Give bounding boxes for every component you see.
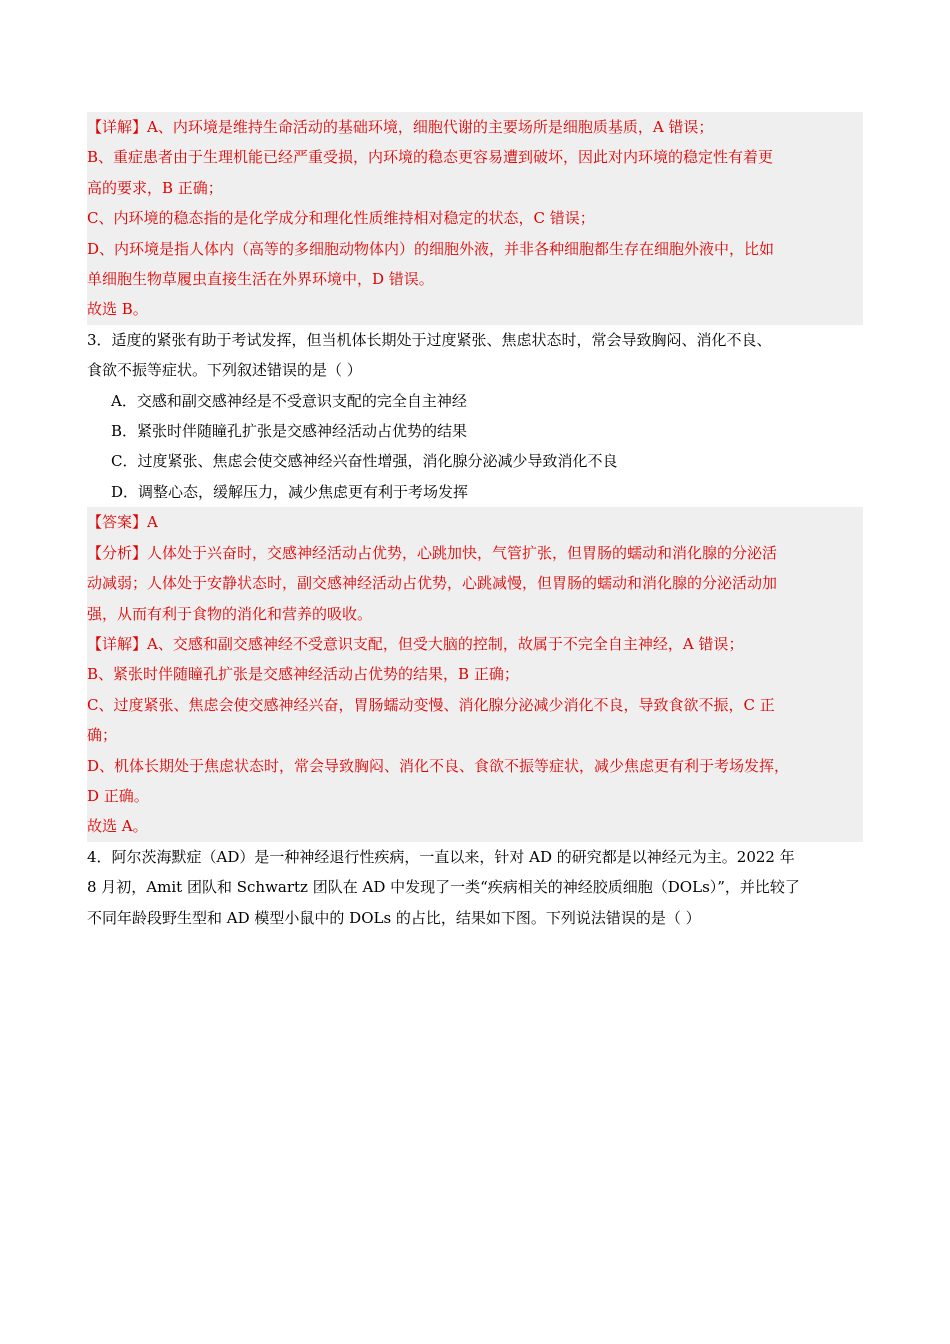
explanation-line: 确； bbox=[87, 726, 118, 745]
explanation-line: D 正确。 bbox=[87, 786, 149, 805]
explanation-line: D、内环境是指人体内（高等的多细胞动物体内）的细胞外液，并非各种细胞都生存在细胞外液中，比如 bbox=[87, 239, 775, 258]
explanation-line: 单细胞生物草履虫直接生活在外界环境中，D 错误。 bbox=[87, 270, 434, 289]
conclusion-line: 故选 B。 bbox=[87, 300, 148, 319]
question-3 bbox=[87, 325, 863, 507]
explanation-line: 高的要求，B 正确； bbox=[87, 178, 223, 197]
question-stem-line: 3．适度的紧张有助于考试发挥，但当机体长期处于过度紧张、焦虑状态时，常会导致胸闷、消化不良、 bbox=[87, 330, 772, 349]
explanation-line: B、紧张时伴随瞳孔扩张是交感神经活动占优势的结果，B 正确； bbox=[87, 665, 519, 684]
option-d: D．调整心态，缓解压力，减少焦虑更有利于考场发挥 bbox=[111, 482, 469, 501]
analysis-line: 【分析】人体处于兴奋时，交感神经活动占优势，心跳加快，气管扩张，但胃肠的蠕动和消化腺的分泌活 bbox=[87, 543, 778, 562]
option-c: C．过度紧张、焦虑会使交感神经兴奋性增强，消化腺分泌减少导致消化不良 bbox=[111, 452, 618, 471]
q2-explanation-block bbox=[87, 112, 863, 325]
explanation-line: D、机体长期处于焦虑状态时，常会导致胸闷、消化不良、食欲不振等症状，减少焦虑更有利于考场发挥， bbox=[87, 756, 790, 775]
explanation-line: 【详解】A、内环境是维持生命活动的基础环境，细胞代谢的主要场所是细胞质基质，A 错误； bbox=[87, 118, 714, 136]
explanation-line: C、过度紧张、焦虑会使交感神经兴奋，胃肠蠕动变慢、消化腺分泌减少消化不良，导致食欲不振，C 正 bbox=[87, 695, 775, 714]
q3-answer-block bbox=[87, 507, 863, 841]
question-stem-line: 不同年龄段野生型和 AD 模型小鼠中的 DOLs 的占比，结果如下图。下列说法错误的是（ ） bbox=[87, 908, 701, 927]
option-b: B．紧张时伴随瞳孔扩张是交感神经活动占优势的结果 bbox=[111, 422, 468, 441]
explanation-line: C、内环境的稳态指的是化学成分和理化性质维持相对稳定的状态，C 错误； bbox=[87, 209, 595, 228]
document-content bbox=[87, 112, 863, 933]
answer-line: 【答案】A bbox=[87, 513, 158, 532]
option-a: A．交感和副交感神经是不受意识支配的完全自主神经 bbox=[111, 391, 467, 410]
question-stem-line: 8 月初，Amit 团队和 Schwartz 团队在 AD 中发现了一类“疾病相关的神经胶质细胞（DOLs）”，并比较了 bbox=[87, 878, 800, 897]
question-4 bbox=[87, 842, 863, 933]
analysis-line: 强，从而有利于食物的消化和营养的吸收。 bbox=[87, 604, 373, 623]
analysis-line: 动减弱；人体处于安静状态时，副交感神经活动占优势，心跳减慢，但胃肠的蠕动和消化腺的分泌活动加 bbox=[87, 574, 778, 593]
question-stem-line: 食欲不振等症状。下列叙述错误的是（ ） bbox=[87, 361, 362, 380]
explanation-line: 【详解】A、交感和副交感神经不受意识支配，但受大脑的控制，故属于不完全自主神经，A 错误； bbox=[87, 634, 744, 653]
question-stem-line: 4．阿尔茨海默症（AD）是一种神经退行性疾病，一直以来，针对 AD 的研究都是以神经元为主。2022 年 bbox=[87, 847, 795, 866]
conclusion-line: 故选 A。 bbox=[87, 817, 148, 836]
explanation-line: B、重症患者由于生理机能已经严重受损，内环境的稳态更容易遭到破坏，因此对内环境的稳定性有着更 bbox=[87, 148, 774, 167]
